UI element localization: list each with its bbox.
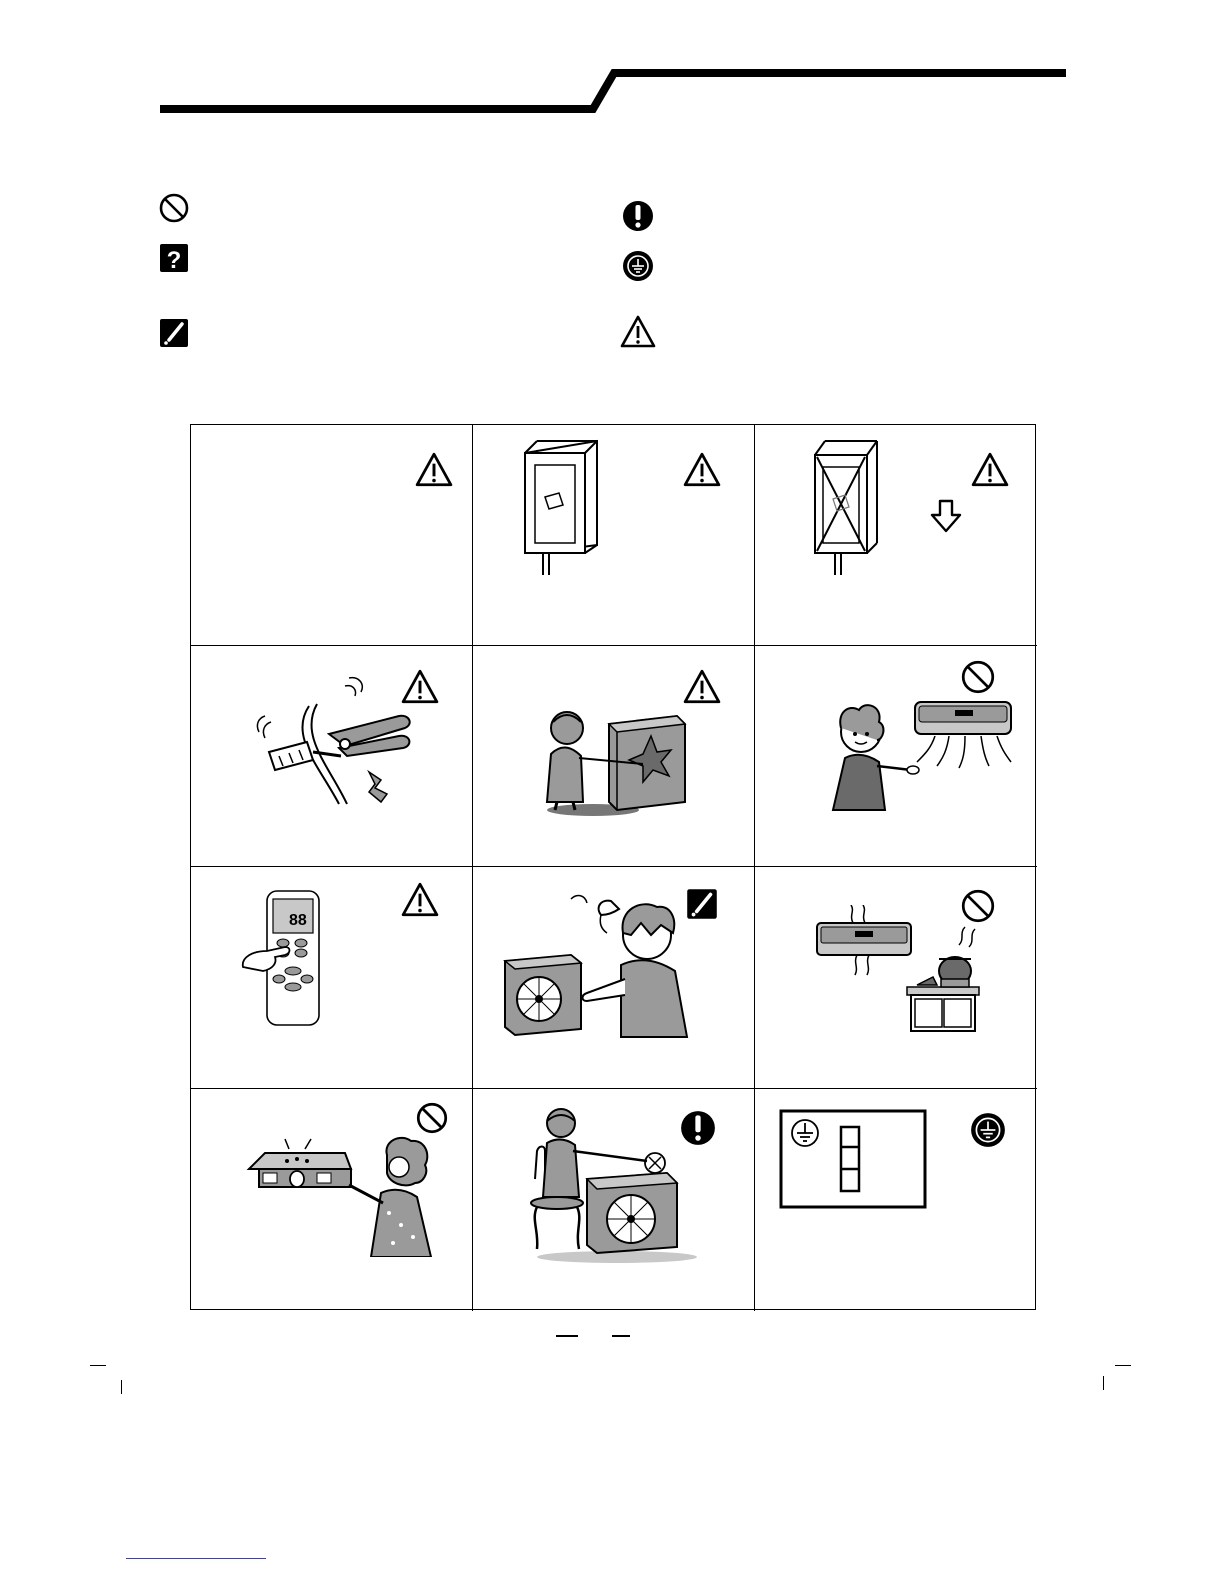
crossed-breaker-box-icon (807, 433, 887, 583)
safety-cell-3 (755, 425, 1037, 646)
down-arrow-icon (929, 499, 963, 533)
safety-cell-9 (755, 867, 1037, 1089)
ground-icon (620, 248, 656, 284)
prohibited-icon (959, 658, 997, 696)
svg-text:88: 88 (289, 912, 307, 929)
child-poking-outdoor-unit-icon (539, 694, 695, 818)
person-checking-outdoor-unit-icon (501, 889, 691, 1041)
caution-triangle-icon (683, 451, 721, 489)
caution-triangle-icon (620, 314, 656, 350)
crop-mark (1115, 1365, 1131, 1366)
cutting-power-cord-icon (249, 676, 419, 806)
safety-cell-5 (473, 646, 755, 867)
check-pen-icon (683, 885, 721, 923)
person-under-air-flow-icon (825, 692, 1021, 842)
crop-mark (121, 1380, 122, 1394)
indoor-unit-above-stove-icon (813, 905, 983, 1033)
breaker-box-icon (517, 433, 607, 583)
header-rule (0, 0, 1224, 130)
safety-cell-2 (473, 425, 755, 646)
crop-mark (90, 1365, 106, 1366)
page-number-dash-left (556, 1335, 578, 1337)
safety-cell-4 (191, 646, 473, 867)
safety-cell-7 (191, 867, 473, 1089)
remote-control-icon (239, 887, 329, 1027)
prohibited-icon (156, 190, 192, 226)
ground-icon (969, 1111, 1007, 1149)
caution-triangle-icon (683, 668, 721, 706)
grounded-switch-panel-icon (779, 1109, 929, 1211)
mandatory-icon (679, 1109, 717, 1147)
safety-cell-12 (755, 1089, 1037, 1311)
safety-cell-8 (473, 867, 755, 1089)
svg-text:?: ? (166, 247, 182, 274)
question-icon (156, 240, 192, 276)
caution-triangle-icon (415, 451, 453, 489)
caution-triangle-icon (401, 668, 439, 706)
caution-triangle-icon (401, 881, 439, 919)
footer-link-underline (126, 1558, 266, 1559)
prohibited-icon (959, 887, 997, 925)
safety-cell-1 (191, 425, 473, 646)
page-number-dash-right (612, 1335, 630, 1337)
safety-grid (190, 424, 1036, 1310)
child-climbing-outdoor-unit-icon (527, 1099, 697, 1265)
person-reaching-into-unit-icon (245, 1133, 435, 1257)
prohibited-icon (413, 1099, 451, 1137)
safety-cell-11 (473, 1089, 755, 1311)
crop-mark (1103, 1376, 1104, 1390)
caution-triangle-icon (971, 451, 1009, 489)
mandatory-icon (620, 198, 656, 234)
safety-cell-6 (755, 646, 1037, 867)
safety-cell-10 (191, 1089, 473, 1311)
check-pen-icon (156, 315, 192, 351)
